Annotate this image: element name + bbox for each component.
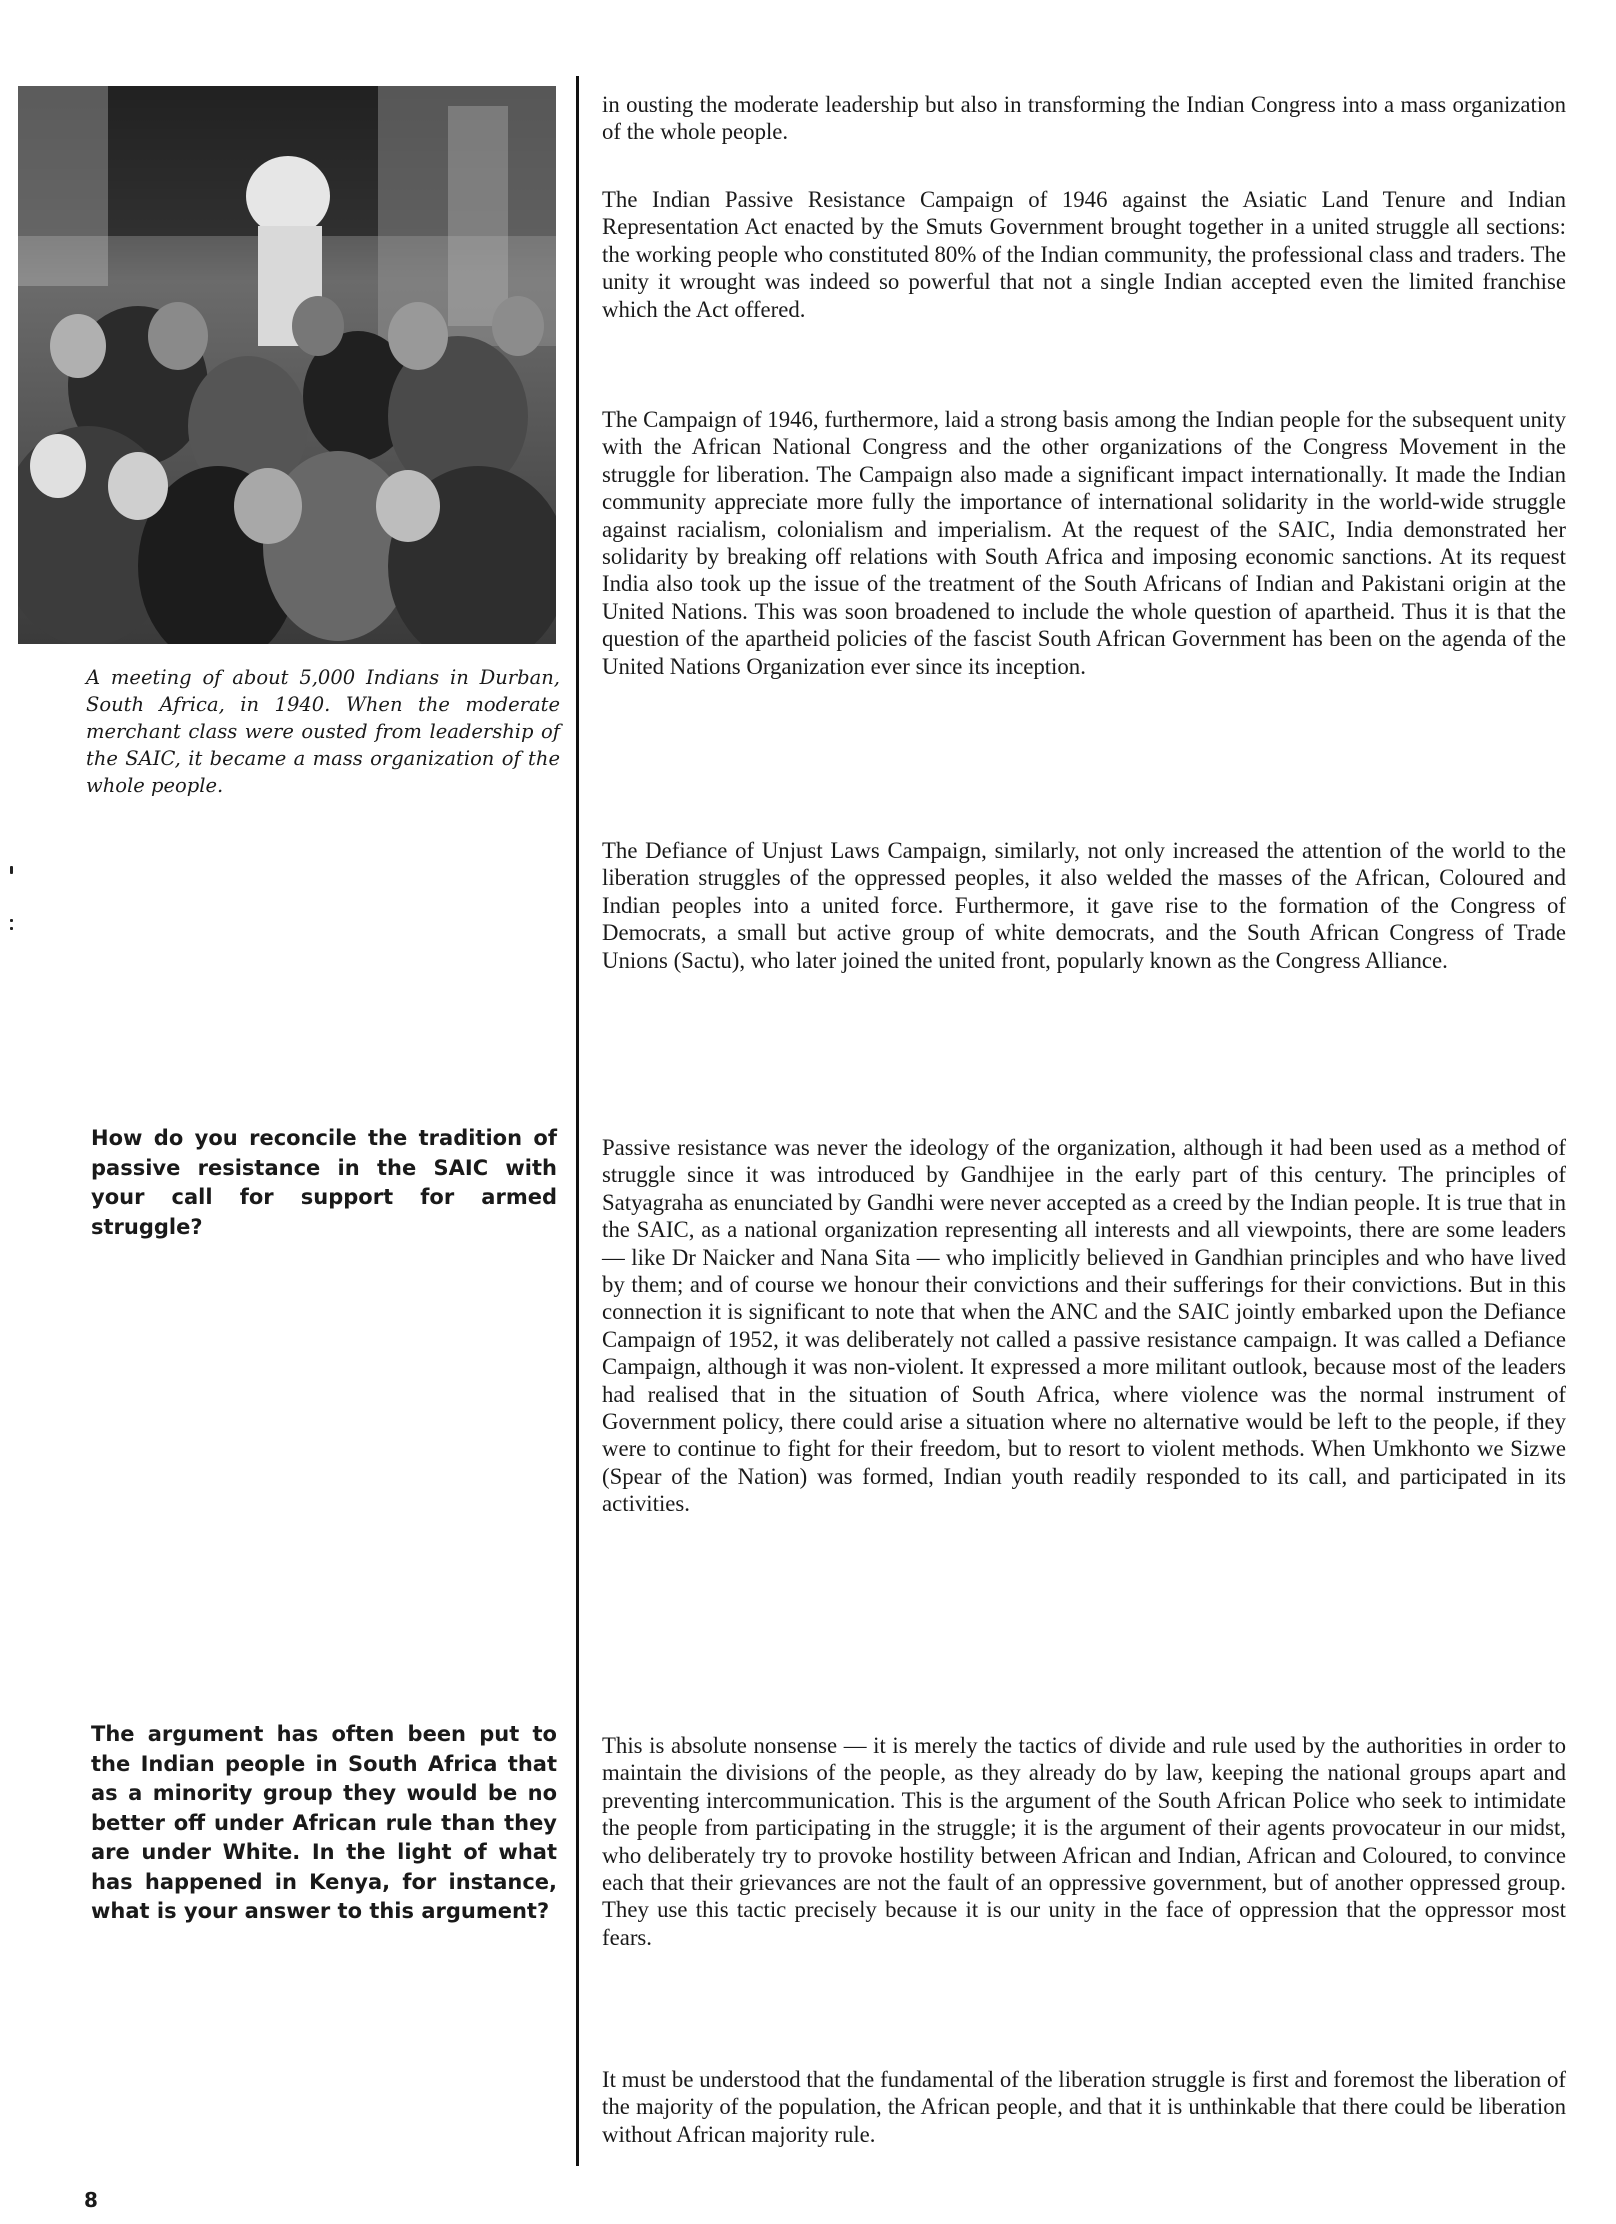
answer-paragraph: Passive resistance was never the ideology of the organization, although it had been used as a method of struggle since it was introduced by Gandhijee in the early part of this century. The principles of Satyagraha as enunciated by Gandhi were never accepted as a creed by the Indian people. It is true that in the SAIC, as a national organization representing all interests and all viewpoints, there are some leaders — like Dr Naicker and Nana Sita — who implicitly believed in Gandhian principles and who have lived by them; and of course we honour their convictions and their sufferings for their convictions. But in this connection it is significant to note that when the ANC and the SAIC jointly embarked upon the Defiance Campaign of 1952, it was deliberately not called a passive resistance campaign. It was called a Defiance Campaign, although it was non-violent. It expressed a more militant outlook, because most of the leaders had realised that in the situation of South Africa, where violence was the normal instrument of Government policy, there could arise a situation where no alternative would be left to the people, if they were to continue to fight for their freedom, but to resort to violent methods. When Umkhonto we Sizwe (Spear of the Nation) was formed, Indian youth readily responded to its call, and participated in its activities. xyxy=(602,1135,1566,1517)
photo-caption: A meeting of about 5,000 Indians in Durban, South Africa, in 1940. When the moderate merchant class were ousted from leadership of the SAIC, it became a mass organization of the whole people. xyxy=(86,666,560,797)
body-paragraph: The Indian Passive Resistance Campaign of 1946 against the Asiatic Land Tenure and Indian Representation Act enacted by the Smuts Government brought together in a united struggle all sections: the working people who constituted 80% of the Indian community, the professional class and traders. The unity it wrought was indeed so powerful that not a single Indian accepted even the limited franchise which the Act offered. xyxy=(602,187,1566,322)
interview-question: How do you reconcile the tradition of passive resistance in the SAIC with your call for support for armed struggle? xyxy=(91,1126,557,1239)
margin-mark xyxy=(10,927,13,930)
margin-mark xyxy=(10,919,13,922)
answer-paragraph: This is absolute nonsense — it is merely the tactics of divide and rule used by the authorities in order to maintain the divisions of the people, as they already do by law, keeping the national groups apart and preventing intercommunication. This is the argument of the South African Police who seek to intimidate the people from participating in the struggle; it is the argument of their agents provocateur in our midst, who deliberately try to provoke hostility between African and Indian, African and Coloured, to convince each that their grievances are not the fault of an oppressive government, but of another oppressed group. They use this tactic precisely because it is our unity in the face of oppression that the oppressor most fears. xyxy=(602,1733,1566,1950)
crowd-photo-image xyxy=(18,86,556,644)
body-paragraph: The Campaign of 1946, furthermore, laid a strong basis among the Indian people for the subsequent unity with the African National Congress and the other organizations of the Congress Movement in the struggle for liberation. The Campaign also made a significant impact internationally. It made the Indian community appreciate more fully the importance of international solidarity in the world-wide struggle against racialism, colonialism and imperialism. At the request of the SAIC, India demonstrated her solidarity by breaking off relations with South Africa and imposing economic sanctions. At its request India also took up the issue of the treatment of the South Africans of Indian and Pakistani origin at the United Nations. This was soon broadened to include the whole question of apartheid. Thus it is that the question of the apartheid policies of the fascist South African Government has been on the agenda of the United Nations Organization ever since its inception. xyxy=(602,407,1566,679)
answer-paragraph: It must be understood that the fundamental of the liberation struggle is first and foremost the liberation of the majority of the population, the African people, and that it is unthinkable that there could be liberation without African majority rule. xyxy=(602,2067,1566,2147)
body-paragraph: The Defiance of Unjust Laws Campaign, similarly, not only increased the attention of the world to the liberation struggles of the oppressed peoples, it also welded the masses of the African, Coloured and Indian peoples into a united force. Furthermore, it gave rise to the formation of the Congress of Democrats, a small but active group of white democrats, and the South African Congress of Trade Unions (Sactu), who later joined the united front, popularly known as the Congress Alliance. xyxy=(602,838,1566,973)
crowd-photo xyxy=(18,86,556,644)
interview-question: The argument has often been put to the Indian people in South Africa that as a minority group they would be no better off under African rule than they are under White. In the light of what has happened in Kenya, for instance, what is your answer to this argument? xyxy=(91,1722,557,1923)
body-paragraph: in ousting the moderate leadership but also in transforming the Indian Congress into a mass organization of the whole people. xyxy=(602,92,1566,145)
page-number: 8 xyxy=(84,2188,98,2212)
margin-mark xyxy=(10,866,13,874)
column-divider xyxy=(576,76,579,2166)
